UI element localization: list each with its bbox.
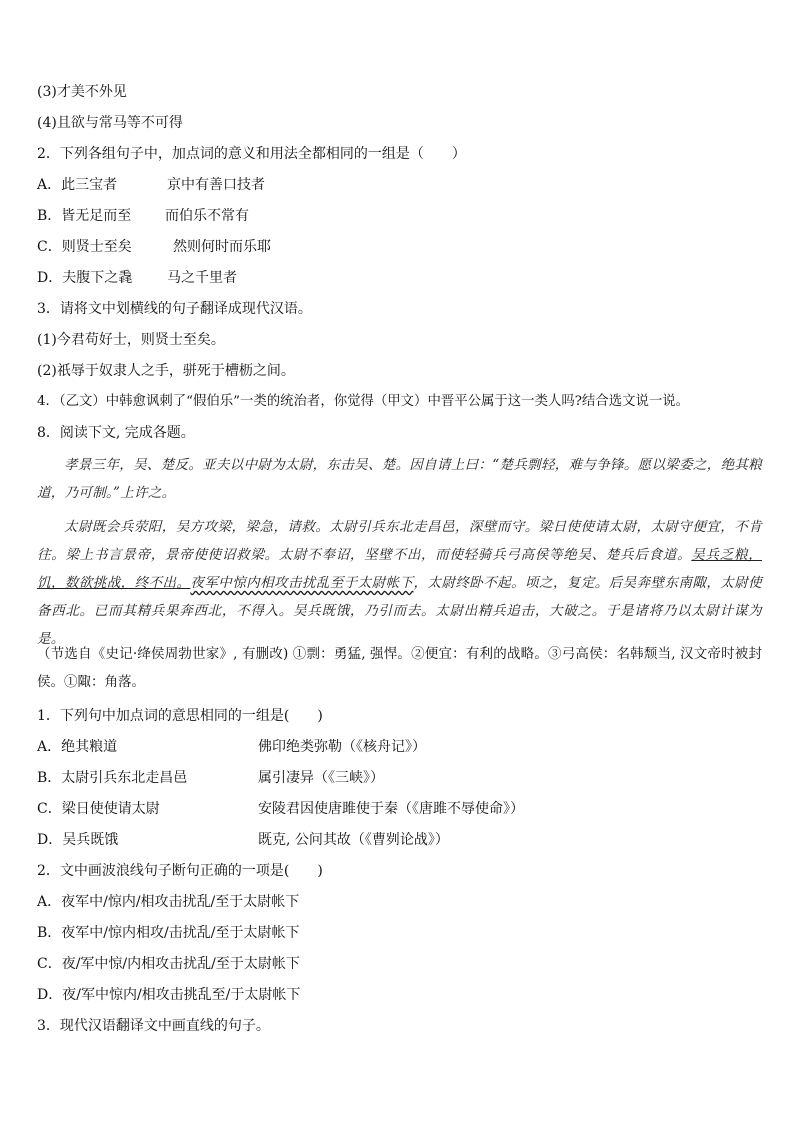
q2-option-d-right: 马之千里者 (167, 270, 237, 286)
q8-1-option-a-left: A．绝其粮道 (37, 739, 118, 755)
q3-sentence-1: (1)今君苟好士，则贤士至矣。 (37, 332, 225, 348)
q4-stem: 4．（乙文）中韩愈讽刺了“假伯乐”一类的统治者，你觉得（甲文）中晋平公属于这一类人吗?结合选文说一说。 (37, 394, 690, 409)
q8-1-option-b (37, 768, 762, 788)
passage-underlined-sentence: 吴兵乏粮，饥，数欲挑战，终不出。 (37, 547, 762, 591)
q2-option-a-right: 京中有善口技者 (167, 177, 265, 193)
q8-2-option-c: C．夜/军中惊/内相攻击扰乱/至于太尉帐下 (37, 956, 300, 972)
q2-option-c-right: 然则何时而乐耶 (173, 239, 271, 255)
q8-1-option-d-right: 既克, 公问其故（《曹刿论战》） (258, 832, 449, 848)
q8-1-stem: 1．下列句中加点词的意思相同的一组是( ) (37, 708, 323, 724)
q8-1-option-d (37, 830, 762, 850)
q8-stem: 8．阅读下文, 完成各题。 (37, 425, 195, 441)
q3-sentence-2: (2)祇辱于奴隶人之手，骈死于槽枥之间。 (37, 363, 295, 379)
passage-wavy-sentence: 夜军中惊内相攻击扰乱至于太尉帐下 (190, 575, 414, 591)
q2-option-d (37, 268, 237, 288)
q8-2-option-b: B．夜军中/惊内相攻/击扰乱/至于太尉帐下 (37, 925, 300, 941)
q8-2-stem: 2．文中画波浪线句子断句正确的一项是( ) (37, 863, 323, 879)
q8-1-option-d-left: D．吴兵既饿 (37, 832, 119, 848)
q8-1-option-c-right: 安陵君因使唐雎使于秦（《唐雎不辱使命》） (258, 801, 524, 817)
q8-2-option-d: D．夜/军中惊内/相攻击挑乱至/于太尉帐下 (37, 987, 301, 1003)
passage-paragraph-2 (37, 513, 762, 653)
q1-item-3: (3)才美不外见 (37, 84, 127, 100)
q8-1-option-b-left: B．太尉引兵东北走昌邑 (37, 770, 188, 786)
q8-1-option-a-right: 佛印绝类弥勒（《核舟记》） (258, 739, 426, 755)
q8-2-option-a: A．夜军中/惊内/相攻击扰乱/至于太尉帐下 (37, 894, 300, 910)
q2-option-c (37, 237, 271, 257)
q2-option-b (37, 206, 249, 226)
q2-stem: 2．下列各组句子中，加点词的意义和用法全都相同的一组是（ ） (37, 146, 466, 162)
q8-1-option-a (37, 737, 762, 757)
q8-3-stem: 3．现代汉语翻译文中画直线的句子。 (37, 1018, 270, 1034)
q8-1-option-b-right: 属引凄异（《三峡》） (258, 770, 384, 786)
q8-1-option-c (37, 799, 762, 819)
q2-option-a-left: A．此三宝者 (37, 177, 118, 193)
passage-paragraph-1: 孝景三年，吴、楚反。亚夫以中尉为太尉，东击吴、楚。因自请上曰：“楚兵剽轻，难与争锋。愿以梁委之，绝其粮道，乃可制。”上许之。 (37, 457, 762, 501)
q2-option-a (37, 175, 265, 195)
q3-stem: 3．请将文中划横线的句子翻译成现代汉语。 (37, 301, 312, 317)
q8-1-option-c-left: C．梁日使使请太尉 (37, 801, 160, 817)
passage-p2-part-a: 太尉既会兵荥阳，吴方攻梁，梁急，请救。太尉引兵东北走昌邑，深壁而守。梁日使使请太尉，太尉守便宜，不肯往。梁上书言景帝，景帝使使诏救梁。太尉不奉诏，坚壁不出，而使轻骑兵弓高侯等绝吴、楚兵后食道。 (37, 519, 762, 563)
q2-option-b-right: 而伯乐不常有 (165, 208, 249, 224)
q1-item-4: (4)且欲与常马等不可得 (37, 115, 183, 131)
q2-option-c-left: C．则贤士至矣 (37, 239, 132, 255)
q2-option-d-left: D．夫腹下之毳 (37, 270, 133, 286)
q2-option-b-left: B．皆无足而至 (37, 208, 132, 224)
passage-notes: （节选自《史记·绛侯周勃世家》, 有删改) ①剽：勇猛, 强悍。②便宜：有利的战略。③弓高侯：名韩颓当, 汉文帝时被封侯。①陬：角落。 (37, 646, 762, 690)
passage-p2-part-c: ，太尉终卧不起。顷之，复定。后吴奔壁东南陬，太尉使备西北。已而其精兵果奔西北，不得入。吴兵既饿，乃引而去。太尉出精兵追击，大破之。于是诸将乃以太尉计谋为是。 (37, 575, 762, 647)
